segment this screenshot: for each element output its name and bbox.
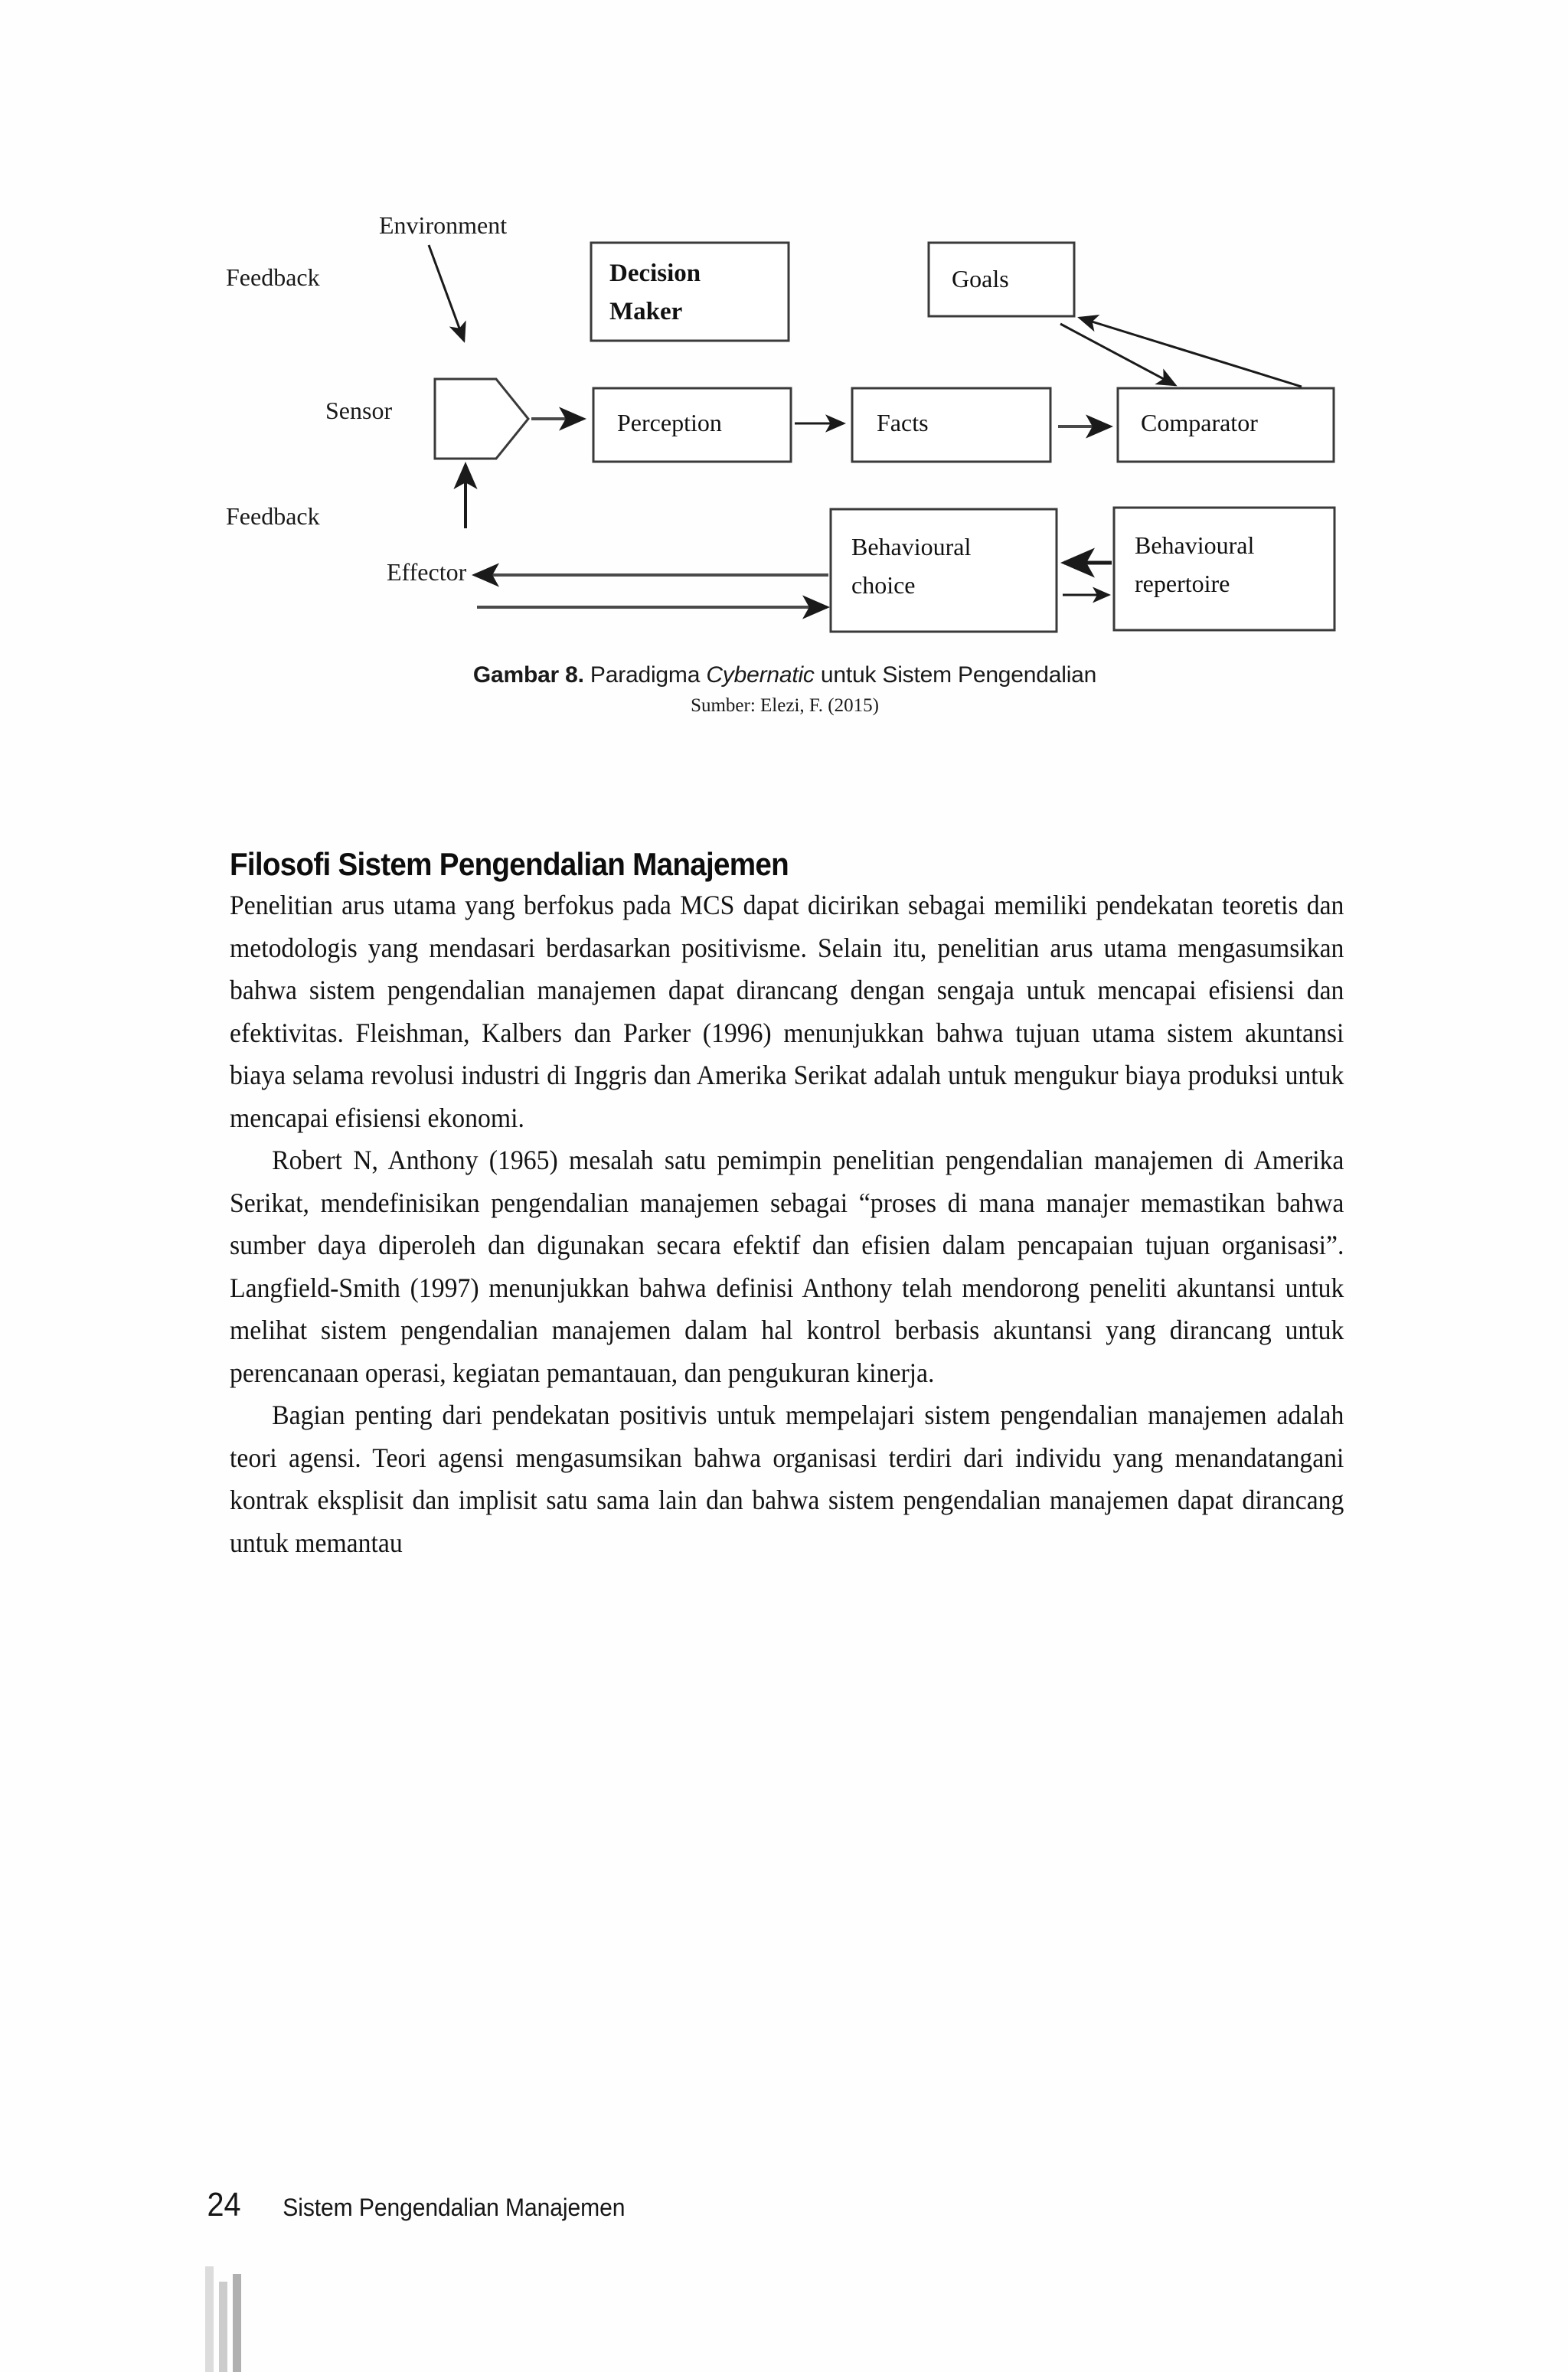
box-facts-label: Facts — [877, 409, 929, 436]
box-behavioural-repertoire-label-line1: Behavioural — [1135, 531, 1255, 559]
figure-caption-italic: Cybernatic — [706, 662, 815, 688]
arrow-environment-to-sensor — [429, 245, 464, 341]
figure-caption-source: Sumber: Elezi, F. (2015) — [691, 695, 879, 716]
paragraph-2: Robert N, Anthony (1965) mesalah satu pemimpin penelitian pengendalian manajemen di Amerika Serikat, mendefinisikan pengendalian manajemen sebagai “proses di mana manajer memastikan bahwa sumber daya diperoleh dan digunakan secara efektif dan efisien dalam pencapaian tujuan organisasi”. Langfield-Smith (1997) menunjukkan bahwa definisi Anthony telah mendorong peneliti akuntansi untuk melihat sistem pengendalian manajemen dalam hal kontrol berbasis akuntansi yang dirancang untuk perencanaan operasi, kegiatan pemantauan, dan pengukuran kinerja. — [230, 1145, 1344, 1388]
box-behavioural-choice-label-line2: choice — [851, 571, 916, 599]
box-decision-maker-label-line2: Maker — [609, 298, 683, 325]
deco-bar-1 — [205, 2266, 214, 2372]
figure-label-feedback-top: Feedback — [226, 263, 320, 291]
figure-cybernetic-diagram — [222, 195, 1348, 655]
box-perception-label: Perception — [617, 409, 722, 436]
deco-bar-3 — [233, 2274, 241, 2372]
box-behavioural-choice — [831, 509, 1057, 632]
figure-label-environment: Environment — [379, 211, 508, 239]
cybernetic-diagram-svg — [222, 195, 1348, 655]
box-goals-label: Goals — [952, 265, 1009, 292]
page-number: 24 — [207, 2186, 241, 2223]
section-heading: Filosofi Sistem Pengendalian Manajemen — [230, 845, 789, 882]
figure-label-sensor: Sensor — [325, 397, 393, 424]
figure-label-effector: Effector — [387, 558, 467, 586]
arrow-goals-to-comparator — [1060, 324, 1175, 385]
running-title: Sistem Pengendalian Manajemen — [283, 2194, 626, 2221]
shape-sensor — [435, 379, 528, 459]
box-decision-maker-label-line1: Decision — [609, 260, 701, 287]
box-behavioural-repertoire-label-line2: repertoire — [1135, 570, 1230, 597]
box-behavioural-repertoire — [1114, 508, 1334, 630]
deco-bar-2 — [219, 2282, 227, 2372]
figure-caption — [230, 660, 1340, 691]
body-text-column — [230, 884, 1344, 1564]
figure-caption-text-2: untuk Sistem Pengendalian — [814, 662, 1097, 688]
figure-label-feedback-bottom: Feedback — [226, 502, 320, 530]
box-behavioural-choice-label-line1: Behavioural — [851, 533, 972, 560]
paragraph-1: Penelitian arus utama yang berfokus pada MCS dapat dicirikan sebagai memiliki pendekatan teoretis dan metodologis yang mendasari berdasarkan positivisme. Selain itu, penelitian arus utama mengasumsikan bahwa sistem pengendalian manajemen dapat dirancang dengan sengaja untuk mencapai efisiensi dan efektivitas. Fleishman, Kalbers dan Parker (1996) menunjukkan bahwa tujuan utama sistem akuntansi biaya selama revolusi industri di Inggris dan Amerika Serikat adalah untuk mengukur biaya produksi untuk mencapai efisiensi ekonomi. — [230, 890, 1344, 1133]
box-decision-maker — [591, 243, 789, 341]
page-footer — [205, 2186, 636, 2224]
footer-decoration-bars — [205, 2266, 259, 2372]
box-comparator-label: Comparator — [1141, 409, 1258, 436]
figure-caption-number: Gambar 8. — [472, 662, 584, 688]
figure-caption-text-1: Paradigma — [583, 662, 707, 688]
paragraph-3: Bagian penting dari pendekatan positivis untuk mempelajari sistem pengendalian manajemen adalah teori agensi. Teori agensi mengasumsikan bahwa organisasi terdiri dari individu yang menandatangani kontrak eksplisit dan implisit satu sama lain dan bahwa sistem pengendalian manajemen dapat dirancang untuk memantau — [230, 1400, 1344, 1558]
